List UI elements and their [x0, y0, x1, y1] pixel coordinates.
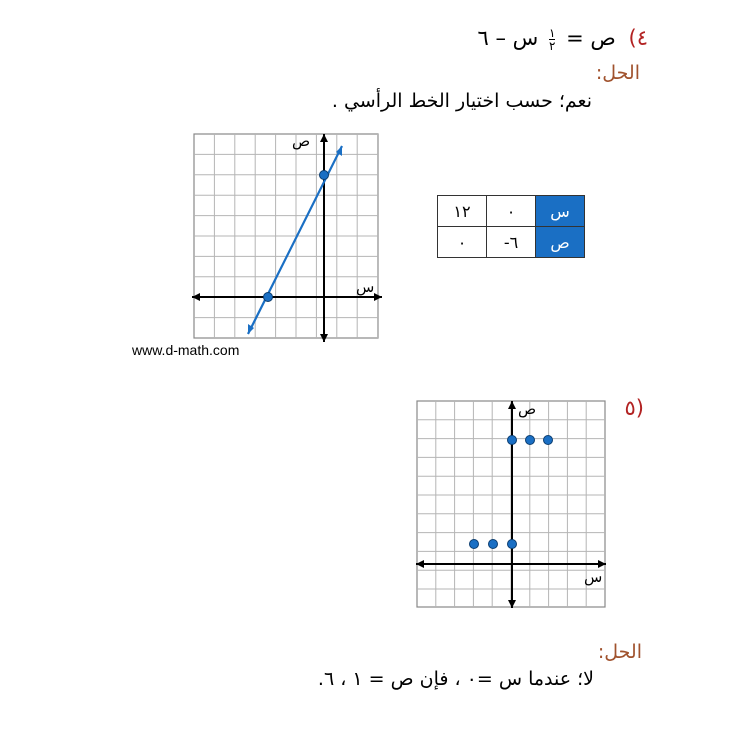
- point: [508, 540, 517, 549]
- point: [508, 436, 517, 445]
- graph2-y-label: ص: [518, 400, 537, 418]
- table-header-y: ص: [536, 227, 585, 258]
- point: [489, 540, 498, 549]
- table-cell: ١٢: [438, 196, 487, 227]
- point: [470, 540, 479, 549]
- grid-1: [194, 134, 378, 338]
- table-row-x: [438, 196, 585, 227]
- table-cell: ٠: [438, 227, 487, 258]
- graph-line: [190, 130, 385, 345]
- equation-lhs: ص =: [566, 26, 616, 50]
- equation-rhs: س – ٦: [477, 26, 539, 50]
- equation-fraction: [549, 27, 555, 52]
- answer-5: لا؛ عندما س =٠ ، فإن ص = ١ ، ٦.: [317, 668, 594, 690]
- fraction-denominator: ٢: [549, 38, 556, 53]
- table-row-y: [438, 227, 585, 258]
- point-y-intercept: [320, 171, 329, 180]
- graph-points: [414, 398, 610, 610]
- table-cell: -٦: [487, 227, 536, 258]
- solution-label-5: الحل:: [597, 641, 642, 663]
- values-table: [437, 195, 585, 258]
- point-x-intercept: [264, 293, 273, 302]
- values-table-wrap: [437, 195, 585, 258]
- table-header-x: س: [536, 196, 585, 227]
- fraction-numerator: ١: [549, 25, 556, 40]
- problem-4-number: ٤): [628, 26, 648, 50]
- solution-label-4: الحل:: [595, 62, 640, 84]
- problem-4-equation: [478, 26, 648, 52]
- graph1-x-label: س: [356, 278, 375, 296]
- point: [526, 436, 535, 445]
- watermark: www.d-math.com: [132, 342, 240, 358]
- table-cell: ٠: [487, 196, 536, 227]
- graph1-y-label: ص: [292, 132, 311, 150]
- graph2-x-label: س: [584, 568, 603, 586]
- answer-4: نعم؛ حسب اختيار الخط الرأسي .: [331, 90, 592, 112]
- point: [544, 436, 553, 445]
- problem-5-number: ٥): [624, 396, 644, 420]
